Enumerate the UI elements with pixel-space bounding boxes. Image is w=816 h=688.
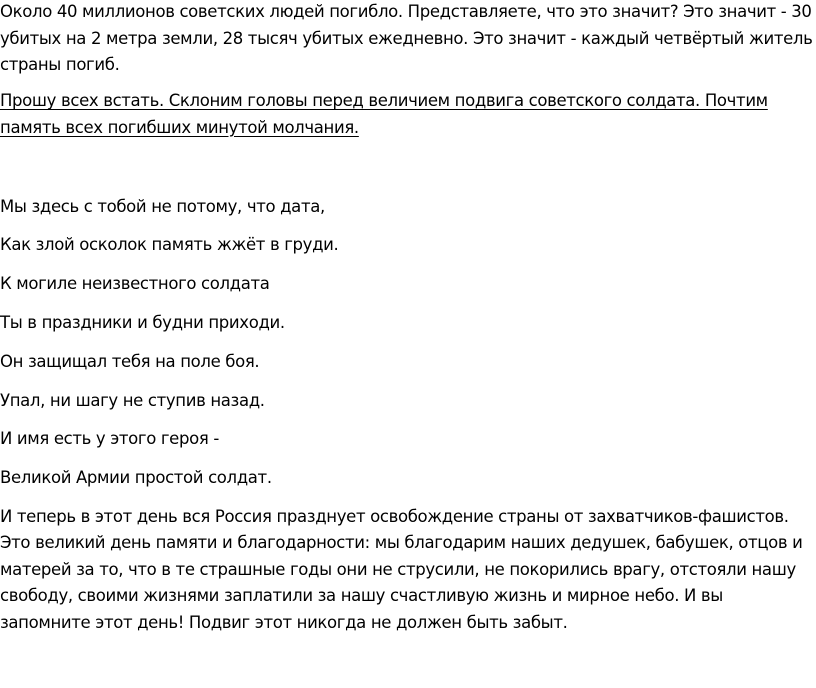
poem-line: И имя есть у этого героя -: [0, 429, 219, 448]
poem-line: Как злой осколок память жжёт в груди.: [0, 235, 339, 254]
moment-of-silence-paragraph: [0, 88, 816, 141]
intro-paragraph: Около 40 миллионов советских людей погибло. Представляете, что это значит? Это значит - 30 убитых на 2 метра земли, 28 тысяч убитых ежедневно. Это значит - каждый четвёртый житель страны погиб.: [0, 2, 813, 75]
poem-line: Ты в праздники и будни приходи.: [0, 313, 285, 332]
closing-paragraph: И теперь в этот день вся Россия празднует освобождение страны от захватчиков-фашистов. Это великий день памяти и благодарности: мы благодарим наших дедушек, бабушек, отцов и матерей за то, что в те страшные годы они не струсили, не покорились врагу, отстояли нашу свободу, своими жизнями заплатили за нашу счастливую жизнь и мирное небо. И вы запомните этот день! Подвиг этот никогда не должен быть забыт.: [0, 507, 803, 632]
poem-line: Великой Армии простой солдат.: [0, 468, 272, 487]
poem-line: Мы здесь с тобой не потому, что дата,: [0, 197, 325, 216]
moment-of-silence-text: Прошу всех встать. Склоним головы перед величием подвига советского солдата. Почтим память всех погибших минутой молчания.: [0, 91, 768, 137]
poem-line: Он защищал тебя на поле боя.: [0, 352, 260, 371]
poem-line: К могиле неизвестного солдата: [0, 274, 270, 293]
poem-line: Упал, ни шагу не ступив назад.: [0, 391, 265, 410]
